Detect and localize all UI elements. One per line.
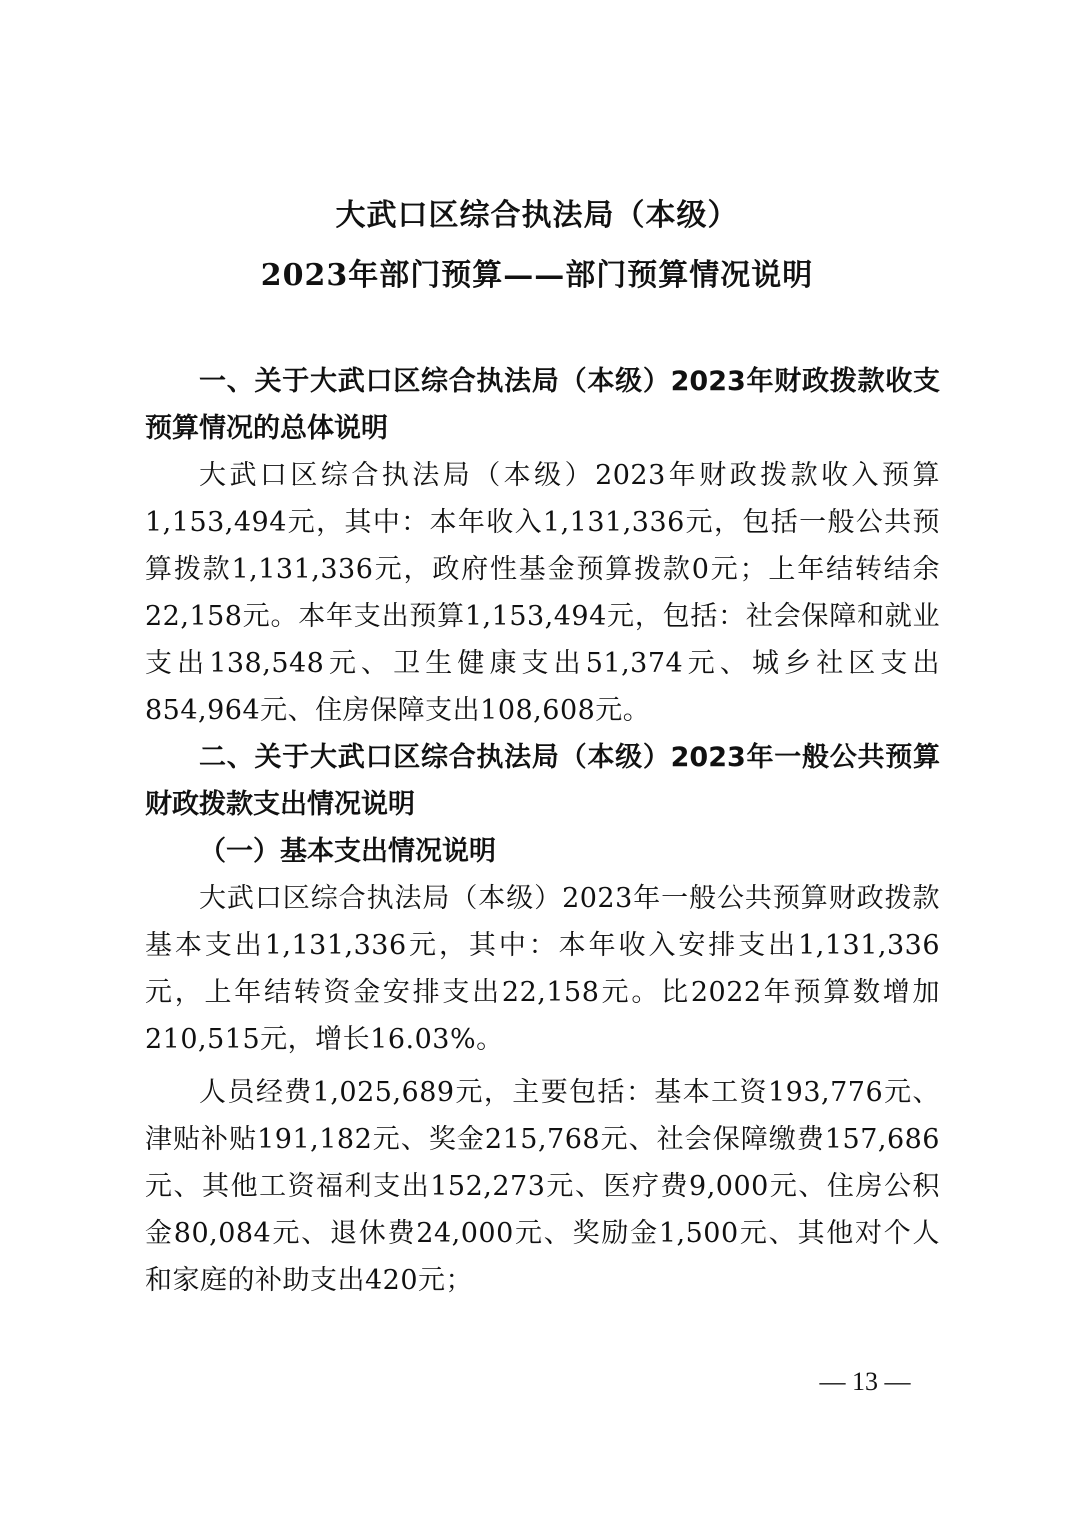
section1-paragraph: 大武口区综合执法局（本级）2023年财政拨款收入预算1,153,494元，其中：本年收入1,131,336元，包括一般公共预算拨款1,131,336元，政府性基金预算拨款0元；上年结转结余22,158元。本年支出预算1,153,494元，包括：社会保障和就业支出138,548元、卫生健康支出51,374元、城乡社区支出854,964元、住房保障支出108,608元。 xyxy=(145,460,940,726)
document-title-line1: 大武口区综合执法局（本级） xyxy=(335,198,739,233)
section2-heading: 二、关于大武口区综合执法局（本级）2023年一般公共预算财政拨款支出情况说明 xyxy=(145,742,940,820)
page-number: — 13 — xyxy=(819,1367,911,1396)
document-body xyxy=(145,358,940,1304)
document-title-line2: 2023年部门预算——部门预算情况说明 xyxy=(260,258,814,293)
section2-subheading: （一）基本支出情况说明 xyxy=(199,836,496,867)
section2-paragraph1: 大武口区综合执法局（本级）2023年一般公共预算财政拨款基本支出1,131,336元，其中：本年收入安排支出1,131,336元，上年结转资金安排支出22,158元。比2022年预算数增加210,515元，增长16.03%。 xyxy=(145,883,940,1055)
section1-heading: 一、关于大武口区综合执法局（本级）2023年财政拨款收支预算情况的总体说明 xyxy=(145,366,940,444)
section2-paragraph2: 人员经费1,025,689元，主要包括：基本工资193,776元、津贴补贴191,182元、奖金215,768元、社会保障缴费157,686元、其他工资福利支出152,273元、医疗费9,000元、住房公积金80,084元、退休费24,000元、奖励金1,500元、其他对个人和家庭的补助支出420元； xyxy=(145,1077,940,1296)
